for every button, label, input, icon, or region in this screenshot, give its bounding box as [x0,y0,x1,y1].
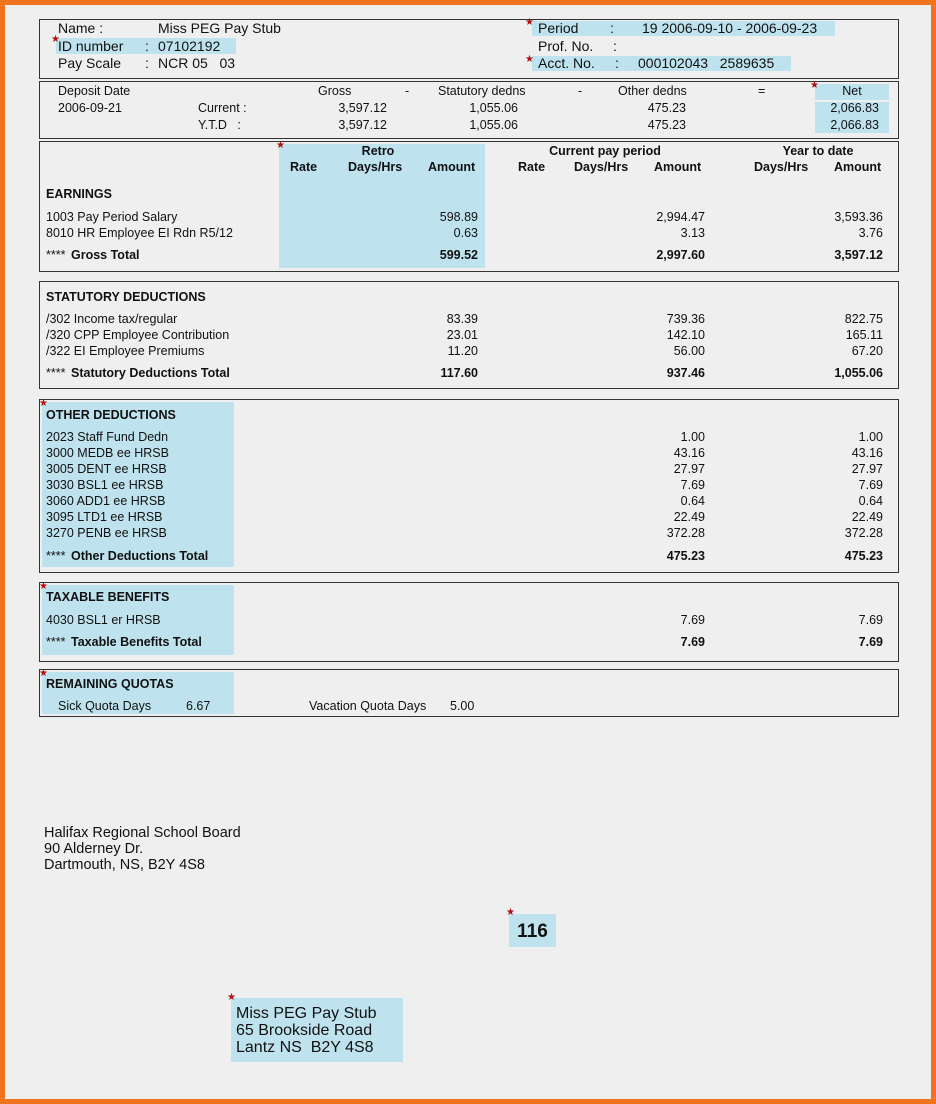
other-row-current: 7.69 [680,478,705,492]
statutory-row-current: 142.10 [666,328,705,342]
vacation-quota-label: Vacation Quota Days [309,699,427,713]
remaining-quotas-title: REMAINING QUOTAS [46,677,174,691]
taxable-row-current: 7.69 [680,613,705,627]
other-row-label: 3060 ADD1 ee HRSB [46,494,166,508]
col-days-current: Days/Hrs [574,160,629,174]
statutory-total-current: 937.46 [666,366,705,380]
statutory-total-label: Statutory Deductions Total [71,366,230,380]
taxable-total-label: Taxable Benefits Total [71,635,202,649]
statutory-row-ytd: 165.11 [845,328,883,342]
ytd-label: Y.T.D : [198,118,241,132]
page-number: 116 [517,921,548,942]
other-label: Other dedns [618,84,687,98]
other-row-ytd: 1.00 [858,430,883,444]
col-amount-ytd: Amount [834,160,882,174]
other-total-ytd: 475.23 [844,549,883,563]
period-colon: : [610,20,614,36]
other-row-current: 372.28 [666,526,705,540]
ytd-gross: 3,597.12 [338,118,387,132]
statutory-label: Statutory dedns [438,84,526,98]
taxable-benefits-title: TAXABLE BENEFITS [46,590,170,604]
statutory-total-ytd: 1,055.06 [834,366,883,380]
other-row-label: 3095 LTD1 ee HRSB [46,510,163,524]
current-label: Current : [198,101,247,115]
other-row-ytd: 27.97 [851,462,883,476]
other-row-label: 3005 DENT ee HRSB [46,462,167,476]
period-value: 19 2006-09-10 - 2006-09-23 [642,20,818,36]
current-net: 2,066.83 [830,101,879,115]
earnings-row-retro: 598.89 [439,210,478,224]
recipient-line-3: Lantz NS B2Y 4S8 [236,1039,374,1056]
other-total-prefix: **** [46,549,66,563]
star-marker-icon: ★ [810,80,819,91]
prof-colon: : [613,38,617,54]
ytd-other: 475.23 [647,118,686,132]
star-marker-icon: ★ [525,54,534,65]
acct-value: 000102043 2589635 [638,55,775,71]
acct-label: Acct. No. [538,55,595,71]
statutory-row-label: /320 CPP Employee Contribution [46,328,230,342]
sick-quota-value: 6.67 [186,699,211,713]
other-row-current: 1.00 [680,430,705,444]
star-marker-icon: ★ [51,34,60,45]
gross-total-ytd: 3,597.12 [834,248,883,262]
earnings-row-label: 1003 Pay Period Salary [46,210,178,224]
statutory-title: STATUTORY DEDUCTIONS [46,290,206,304]
other-row-ytd: 372.28 [844,526,883,540]
statutory-row-current: 739.36 [666,312,705,326]
statutory-row-retro: 83.39 [446,312,478,326]
statutory-total-prefix: **** [46,366,66,380]
statutory-total-retro: 117.60 [440,366,478,380]
recipient-line-2: 65 Brookside Road [236,1022,373,1039]
ytd-statutory: 1,055.06 [469,118,518,132]
other-row-current: 22.49 [673,510,705,524]
star-marker-icon: ★ [39,668,48,679]
period-label: Period [538,20,579,36]
taxable-total-ytd: 7.69 [858,635,883,649]
current-statutory: 1,055.06 [469,101,518,115]
col-rate-current: Rate [518,160,546,174]
other-row-label: 2023 Staff Fund Dedn [46,430,169,444]
current-other: 475.23 [647,101,686,115]
payscale-label: Pay Scale [58,55,122,71]
col-rate-retro: Rate [290,160,318,174]
earnings-row-retro: 0.63 [453,226,478,240]
retro-header: Retro [361,144,395,158]
statutory-row-retro: 23.01 [446,328,478,342]
earnings-row-current: 3.13 [680,226,705,240]
recipient-line-1: Miss PEG Pay Stub [236,1005,377,1022]
star-marker-icon: ★ [39,398,48,409]
payscale-value: NCR 05 03 [158,55,236,71]
earnings-row-ytd: 3,593.36 [834,210,883,224]
ytd-header: Year to date [782,144,854,158]
taxable-row-ytd: 7.69 [858,613,883,627]
star-marker-icon: ★ [506,907,515,918]
statutory-row-ytd: 822.75 [844,312,883,326]
minus-sign-1: - [405,84,410,98]
sick-quota-label: Sick Quota Days [58,699,152,713]
vacation-quota-value: 5.00 [450,699,475,713]
other-row-ytd: 43.16 [851,446,883,460]
other-row-ytd: 22.49 [851,510,883,524]
ytd-net: 2,066.83 [830,118,879,132]
statutory-row-ytd: 67.20 [851,344,883,358]
employer-line-3: Dartmouth, NS, B2Y 4S8 [44,857,205,873]
statutory-row-retro: 11.20 [447,344,478,358]
other-row-label: 3000 MEDB ee HRSB [46,446,169,460]
name-value: Miss PEG Pay Stub [158,20,281,36]
payscale-colon: : [145,55,149,71]
earnings-row-current: 2,994.47 [656,210,705,224]
gross-label: Gross [318,84,352,98]
gross-total-retro: 599.52 [439,248,478,262]
gross-total-prefix: **** [46,248,66,262]
col-amount-current: Amount [654,160,702,174]
deposit-date-label: Deposit Date [58,84,131,98]
other-row-current: 0.64 [680,494,705,508]
name-label: Name : [58,20,104,36]
col-days-ytd: Days/Hrs [754,160,809,174]
earnings-title: EARNINGS [46,187,112,201]
col-amount-retro: Amount [428,160,476,174]
taxable-row-label: 4030 BSL1 er HRSB [46,613,161,627]
earnings-row-label: 8010 HR Employee EI Rdn R5/12 [46,226,233,240]
other-total-current: 475.23 [666,549,705,563]
other-row-ytd: 7.69 [858,478,883,492]
minus-sign-2: - [578,84,583,98]
deposit-date-value: 2006-09-21 [58,101,122,115]
statutory-row-label: /322 EI Employee Premiums [46,344,205,358]
id-colon: : [145,38,149,54]
other-total-label: Other Deductions Total [71,549,209,563]
taxable-total-prefix: **** [46,635,66,649]
net-label: Net [842,84,862,98]
employer-line-2: 90 Alderney Dr. [44,841,144,857]
earnings-row-ytd: 3.76 [858,226,883,240]
statutory-row-current: 56.00 [673,344,705,358]
other-row-current: 43.16 [673,446,705,460]
equals-sign: = [758,84,766,98]
other-row-label: 3270 PENB ee HRSB [46,526,167,540]
id-value: 07102192 [158,38,221,54]
other-row-label: 3030 BSL1 ee HRSB [46,478,164,492]
prof-label: Prof. No. [538,38,594,54]
employer-line-1: Halifax Regional School Board [44,825,241,841]
current-period-header: Current pay period [549,144,661,158]
star-marker-icon: ★ [39,581,48,592]
id-label: ID number [58,38,124,54]
taxable-total-current: 7.69 [680,635,705,649]
other-row-current: 27.97 [673,462,705,476]
current-gross: 3,597.12 [338,101,387,115]
other-deductions-title: OTHER DEDUCTIONS [46,408,176,422]
statutory-row-label: /302 Income tax/regular [46,312,178,326]
col-days-retro: Days/Hrs [348,160,403,174]
other-row-ytd: 0.64 [858,494,883,508]
gross-total-label: Gross Total [71,248,140,262]
gross-total-current: 2,997.60 [656,248,705,262]
star-marker-icon: ★ [525,17,534,28]
acct-colon: : [615,55,619,71]
star-marker-icon: ★ [276,140,285,151]
star-marker-icon: ★ [227,992,236,1003]
